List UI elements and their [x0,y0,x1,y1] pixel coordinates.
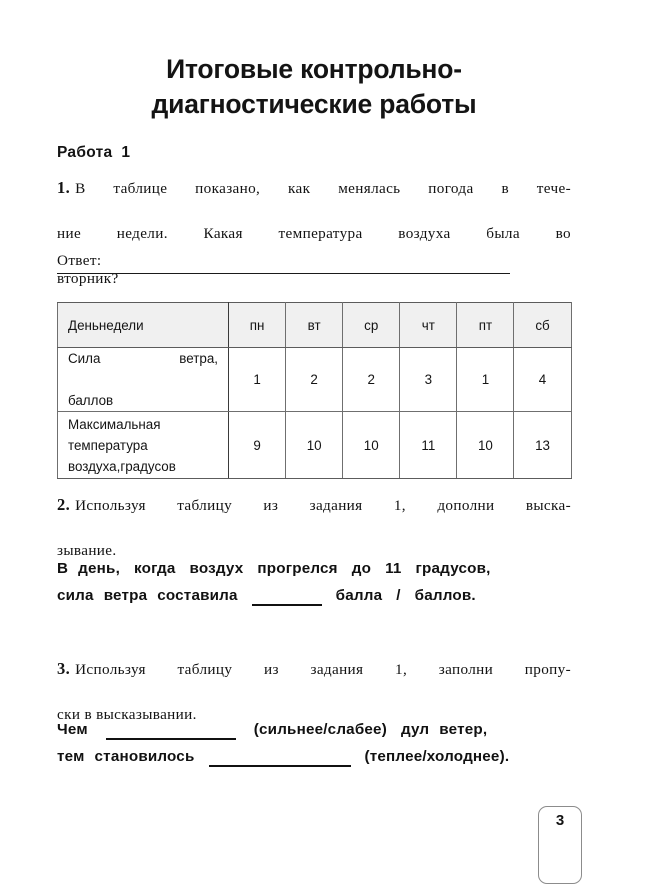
statement-2-w4: воздух [189,560,244,577]
wind-label-part-1: Сила [68,351,101,366]
table-header-label-part-1: День [68,317,99,333]
task-1-line-2: ние недели. Какая температура воздуха была во [57,225,571,242]
statement-3-w7: (теплее/холоднее). [364,748,510,765]
statement-2-line-1 [57,555,573,582]
temp-label-line-2: температура [68,437,148,453]
temp-label-line-3 [68,456,218,477]
table-header-row [58,303,572,348]
statement-3-blank-1[interactable] [106,738,236,740]
statement-2-w3: когда [134,560,176,577]
temp-label-part-1: воздуха, [68,458,121,474]
task-2-line-2: зывание. [57,542,117,559]
wind-value-mon: 1 [229,348,286,412]
temp-value-sat: 13 [514,412,571,479]
wind-label-line-2: баллов [68,393,114,408]
task-2-line-1 [57,494,571,540]
table-header-day-fri: пт [457,303,514,348]
statement-2-w2: день, [78,560,120,577]
statement-3-blank-2[interactable] [209,765,351,767]
statement-2-w7: 11 [385,560,402,577]
temp-value-fri: 10 [457,412,514,479]
task-1-line-1 [57,177,571,223]
wind-value-thu: 3 [400,348,457,412]
temp-value-mon: 9 [229,412,286,479]
wind-value-sat: 4 [514,348,571,412]
table-header-day-mon: пн [229,303,286,348]
page-title-line-2: диагностические работы [151,89,477,119]
statement-3-w2: (сильнее/слабее) [253,721,387,738]
wind-value-wed: 2 [343,348,400,412]
page-title [57,52,571,122]
table-row-max-temperature [58,412,572,479]
temp-label-part-2: градусов [120,458,176,474]
statement-2-w1: В [57,560,69,577]
wind-label-part-2: ветра, [179,351,218,366]
task-3-line-1 [57,658,571,704]
table-row-wind-force-label [58,348,229,412]
statement-2-line-2 [57,582,573,609]
statement-2-blank-1[interactable] [252,604,322,606]
statement-2-w13: / [396,587,401,604]
statement-3-w6: становилось [94,748,195,765]
answer-field[interactable] [57,252,510,274]
task-2-number: 2. [57,495,71,514]
wind-label-line-1 [68,348,218,390]
statement-3-line-2 [57,743,573,770]
task-2 [57,494,571,563]
task-3-number: 3. [57,659,71,678]
task-2-text-1: Используя таблицу из задания 1, дополни выска- [75,497,571,514]
section-heading [57,144,130,162]
task-3-text-1: Используя таблицу из задания 1, заполни пропу- [75,661,571,678]
section-heading-label: Работа [57,144,113,161]
task-1-line-3: вторник? [57,270,119,287]
statement-3 [57,716,573,770]
temp-value-wed: 10 [343,412,400,479]
temp-label-line-1: Максимальная [68,416,161,432]
section-heading-number: 1 [121,144,131,161]
statement-3-w3: дул [400,721,430,738]
table-header-day-wed: ср [343,303,400,348]
table-header-day-tue: вт [286,303,343,348]
table-header-day-thu: чт [400,303,457,348]
statement-2-w12: балла [335,587,383,604]
statement-3-line-1 [57,716,573,743]
statement-2-w9: сила [57,587,94,604]
statement-2-w10: ветра [103,587,148,604]
task-1-text-1: В таблице показано, как менялась погода в тече- [75,180,571,197]
task-3-line-2: ски в высказывании. [57,706,197,723]
weather-table [57,302,572,479]
table-row-max-temperature-label [58,412,229,479]
temp-value-thu: 11 [400,412,457,479]
statement-3-w5: тем [57,748,85,765]
answer-label: Ответ: [57,252,102,269]
statement-2 [57,555,573,609]
statement-2-w14: баллов. [414,587,476,604]
page-number: 3 [555,812,565,829]
table-header-label [58,303,229,348]
statement-2-w11: составила [157,587,238,604]
statement-3-w1: Чем [57,721,88,738]
table-row-wind-force [58,348,572,412]
table-header-day-sat: сб [514,303,571,348]
table-header-label-part-2: недели [98,317,144,333]
statement-3-w4: ветер, [439,721,488,738]
task-1-number: 1. [57,178,71,197]
statement-2-w6: до [351,560,372,577]
statement-2-w5: прогрелся [257,560,338,577]
wind-value-fri: 1 [457,348,514,412]
wind-value-tue: 2 [286,348,343,412]
temp-value-tue: 10 [286,412,343,479]
statement-2-w8: градусов, [415,560,491,577]
page-title-line-1: Итоговые контрольно- [166,54,462,84]
